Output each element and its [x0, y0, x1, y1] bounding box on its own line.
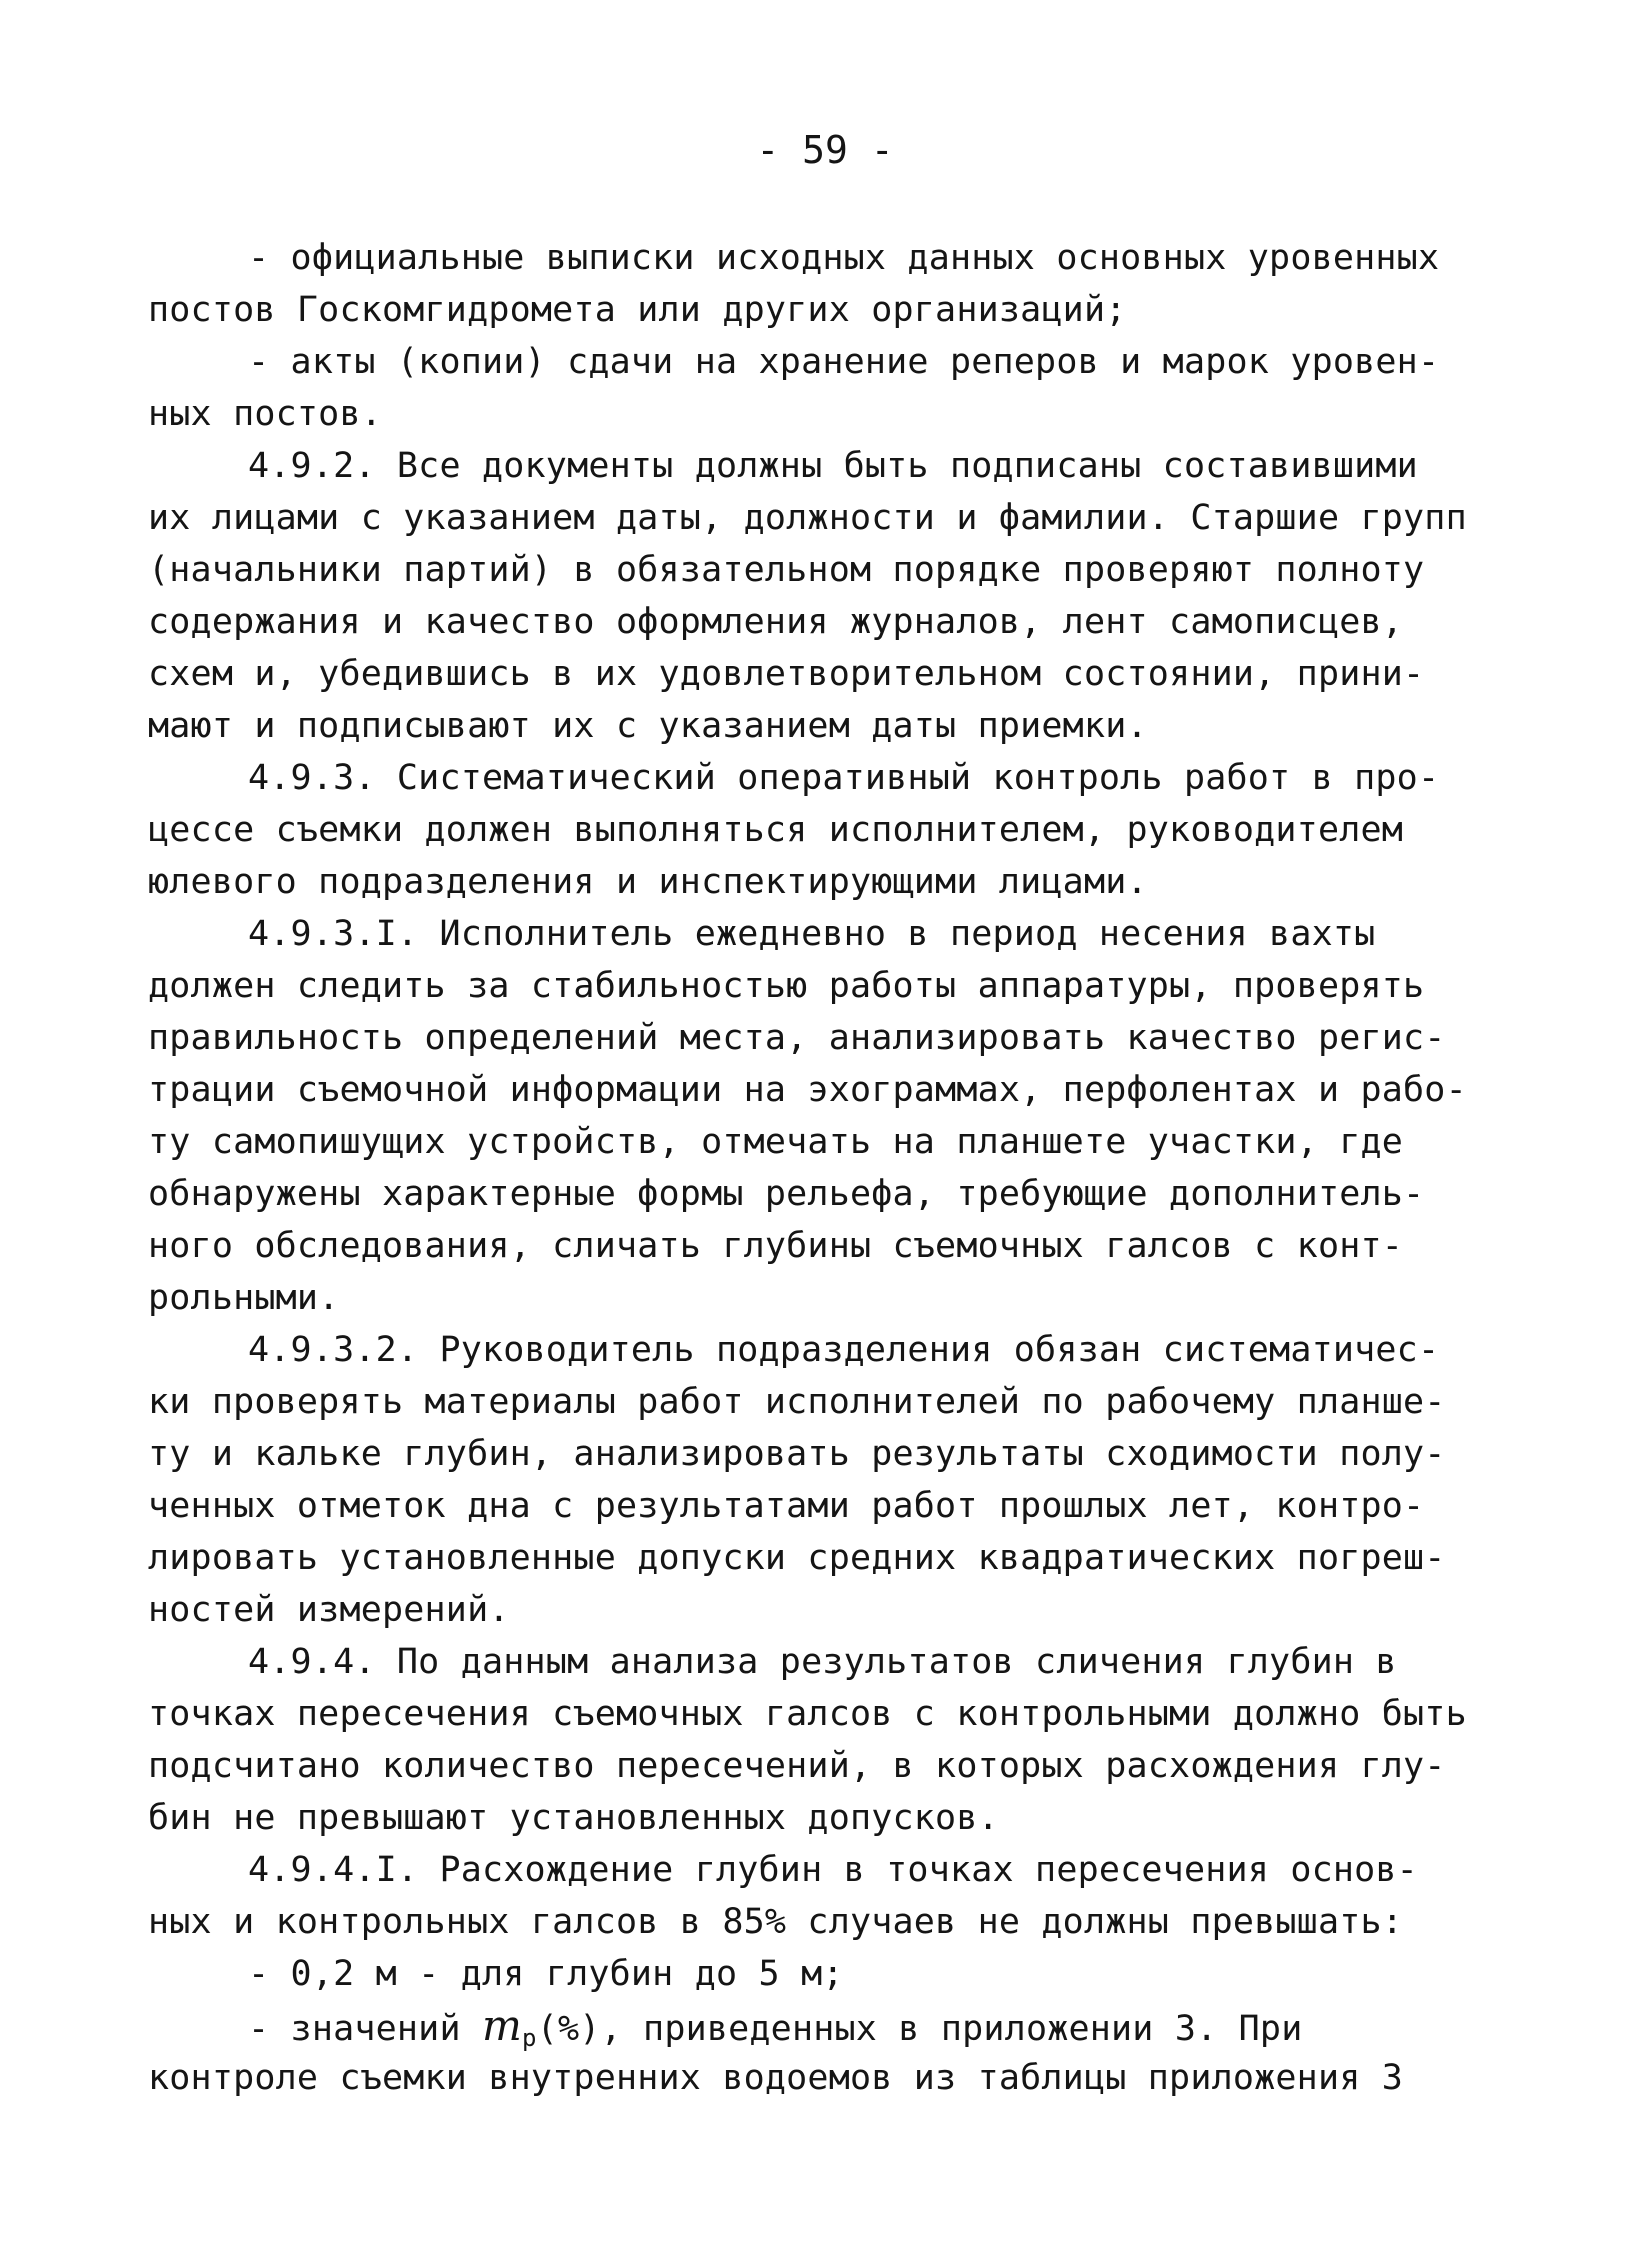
text-line: ностей измерений. — [148, 1590, 510, 1630]
text-line: схем и, убедившись в их удовлетворительном состоянии, прини- — [148, 654, 1425, 694]
text-line: 4.9.3. Систематический оперативный контроль работ в про- — [248, 758, 1440, 798]
text-line: рольными. — [148, 1278, 340, 1318]
text-line: 4.9.3.I. Исполнитель ежедневно в период несения вахты — [248, 914, 1376, 954]
text-line: бин не превышают установленных допусков. — [148, 1798, 999, 1838]
text-line: содержания и качество оформления журналов, лент самописцев, — [148, 602, 1404, 642]
text-line: - официальные выписки исходных данных основных уровенных — [248, 238, 1440, 278]
text-line: подсчитано количество пересечений, в которых расхождения глу- — [148, 1746, 1446, 1786]
formula-subscript: p — [522, 2024, 537, 2052]
text-line: мают и подписывают их с указанием даты приемки. — [148, 706, 1148, 746]
text-line: 4.9.3.2. Руководитель подразделения обязан систематичес- — [248, 1330, 1440, 1370]
text-line: должен следить за стабильностью работы аппаратуры, проверять — [148, 966, 1425, 1006]
text-line: 4.9.4.I. Расхождение глубин в точках пересечения основ- — [248, 1850, 1418, 1890]
text-line: ченных отметок дна с результатами работ прошлых лет, контро- — [148, 1486, 1425, 1526]
text-line: 4.9.2. Все документы должны быть подписаны составившими — [248, 446, 1418, 486]
text-line-last: контроле съемки внутренних водоемов из таблицы приложения 3 — [148, 2058, 1404, 2098]
text-line: постов Госкомгидромета или других организаций; — [148, 290, 1127, 330]
text-line: цессе съемки должен выполняться исполнителем, руководителем — [148, 810, 1404, 850]
formula-prefix: - значений — [248, 2009, 482, 2049]
text-line: правильность определений места, анализировать качество регис- — [148, 1018, 1446, 1058]
text-line: лировать установленные допуски средних квадратических погреш- — [148, 1538, 1446, 1578]
text-line-formula — [148, 2000, 1448, 2052]
text-line: трации съемочной информации на эхограммах, перфолентах и рабо- — [148, 1070, 1467, 1110]
text-line: ных постов. — [148, 394, 382, 434]
text-line: ки проверять материалы работ исполнителей по рабочему планше- — [148, 1382, 1446, 1422]
text-lines — [148, 232, 1467, 2000]
text-line: ту самопишущих устройств, отмечать на планшете участки, где — [148, 1122, 1404, 1162]
formula-suffix: (%), приведенных в приложении 3. При — [536, 2009, 1303, 2049]
text-line: точках пересечения съемочных галсов с контрольными должно быть — [148, 1694, 1467, 1734]
text-line: юлевого подразделения и инспектирующими лицами. — [148, 862, 1148, 902]
text-line: 4.9.4. По данным анализа результатов сличения глубин в — [248, 1642, 1397, 1682]
text-line: - 0,2 м - для глубин до 5 м; — [248, 1954, 844, 1994]
text-line: их лицами с указанием даты, должности и фамилии. Старшие групп — [148, 498, 1467, 538]
formula-symbol: m — [482, 2001, 523, 2050]
text-line: ного обследования, сличать глубины съемочных галсов с конт- — [148, 1226, 1404, 1266]
page-number: - 59 - — [756, 128, 894, 172]
text-line: обнаружены характерные формы рельефа, требующие дополнитель- — [148, 1174, 1425, 1214]
text-line: ту и кальке глубин, анализировать результаты сходимости полу- — [148, 1434, 1446, 1474]
text-line: - акты (копии) сдачи на хранение реперов и марок уровен- — [248, 342, 1440, 382]
body-text — [148, 232, 1467, 2104]
text-line: ных и контрольных галсов в 85% случаев не должны превышать: — [148, 1902, 1404, 1942]
text-line: (начальники партий) в обязательном порядке проверяют полноту — [148, 550, 1425, 590]
